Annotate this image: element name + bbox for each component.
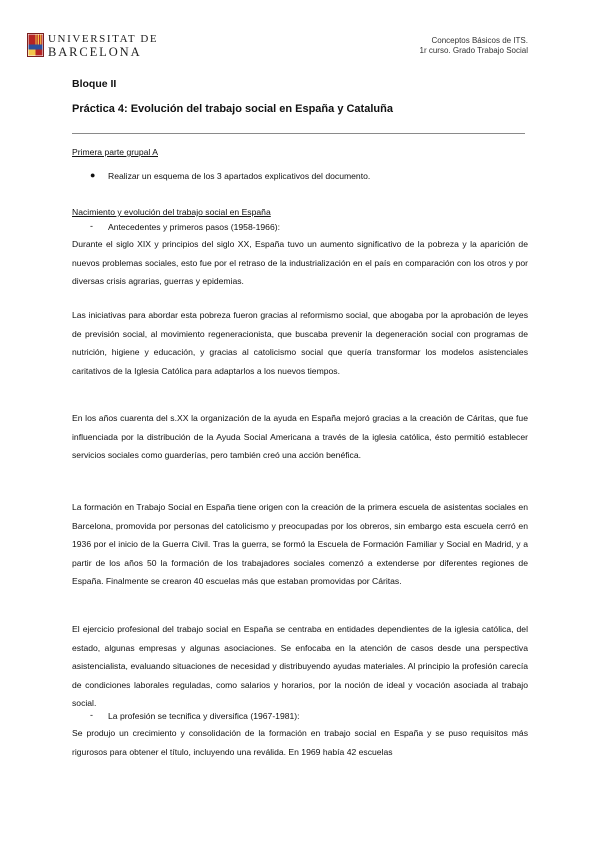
horizontal-rule (72, 133, 525, 134)
section-heading-origins: Nacimiento y evolución del trabajo social en España (72, 207, 271, 217)
header-course-info (420, 36, 529, 56)
paragraph-1: Durante el siglo XIX y principios del siglo XX, España tuvo un aumento significativo de la pobreza y la aparición de nuevos problemas sociales, esto fue por el retraso de la industrialización en el país en comparación con los otros y por diversas crisis agrarias, guerras y epidemias. (72, 239, 528, 286)
logo-line-universitat: UNIVERSITAT DE (48, 33, 159, 45)
university-logo (27, 33, 159, 61)
practice-title: Práctica 4: Evolución del trabajo social en España y Cataluña (72, 103, 393, 115)
header-course-grade: 1r curso. Grado Trabajo Social (419, 46, 528, 55)
paragraph-3: En los años cuarenta del s.XX la organización de la ayuda en España mejoró gracias a la creación de Cáritas, que fue influenciada por la distribución de la Ayuda Social Americana a través de la iglesia católica, ésto permitió establecer servicios sociales como guarderías, pero también creó una acción benéfica. (72, 413, 528, 460)
logo-line-barcelona: BARCELONA (48, 45, 142, 59)
block-heading: Bloque II (72, 78, 117, 90)
bullet-icon: ● (90, 170, 96, 180)
paragraph-2: Las iniciativas para abordar esta pobreza fueron gracias al reformismo social, que abogaba por la aprobación de leyes de previsión social, al movimiento regeneracionista, que buscaba prevenir la degeneración social con programas de nutrición, higiene y educación, y gracias al catolicismo social que quería transformar los modelos asistenciales caritativos de la Iglesia Católica para adaptarlos a los nuevos tiempos. (72, 310, 528, 376)
paragraph-5: El ejercicio profesional del trabajo social en España se centraba en entidades dependientes de la iglesia católica, del estado, algunas empresas y algunas asociaciones. Se enfocaba en la atención de casos desde una perspectiva asistencialista, evaluando situaciones de necesidad y distribuyendo ayudas materiales. Al principio la profesión carecía de condiciones laborales reguladas, como salarios y horarios, por la noción de ideal y vocación asociada al trabajo social. (72, 624, 528, 708)
subheading-professionalization: La profesión se tecnifica y diversifica (1967-1981): (108, 711, 300, 721)
paragraph-6: Se produjo un crecimiento y consolidación de la formación en trabajo social en España y se puso requisitos más rigurosos para obtener el título, incluyendo una reválida. En 1969 había 42 escuelas (72, 728, 528, 757)
university-shield-icon (27, 33, 44, 57)
section-heading-group-a: Primera parte grupal A (72, 147, 158, 157)
dash-icon: - (90, 221, 93, 231)
paragraph-4: La formación en Trabajo Social en España tiene origen con la creación de la primera escuela de asistentas sociales en Barcelona, promovida por personas del catolicismo y preocupadas por los obreros, sin embargo esta escuela cerró en 1936 por el inicio de la Guerra Civil. Tras la guerra, se formó la Escuela de Formación Familiar y Social en Madrid, y a partir de los años 50 la formación de los trabajadores sociales comenzó a extenderse por diferentes regiones de España. Finalmente se crearon 40 escuelas más que estaban promovidas por Cáritas. (72, 502, 528, 586)
bullet-item: Realizar un esquema de los 3 apartados explicativos del documento. (108, 171, 371, 181)
dash-icon: - (90, 710, 93, 720)
subheading-first-steps: Antecedentes y primeros pasos (1958-1966): (108, 222, 280, 232)
header-course-title: Conceptos Básicos de ITS. (431, 36, 528, 45)
